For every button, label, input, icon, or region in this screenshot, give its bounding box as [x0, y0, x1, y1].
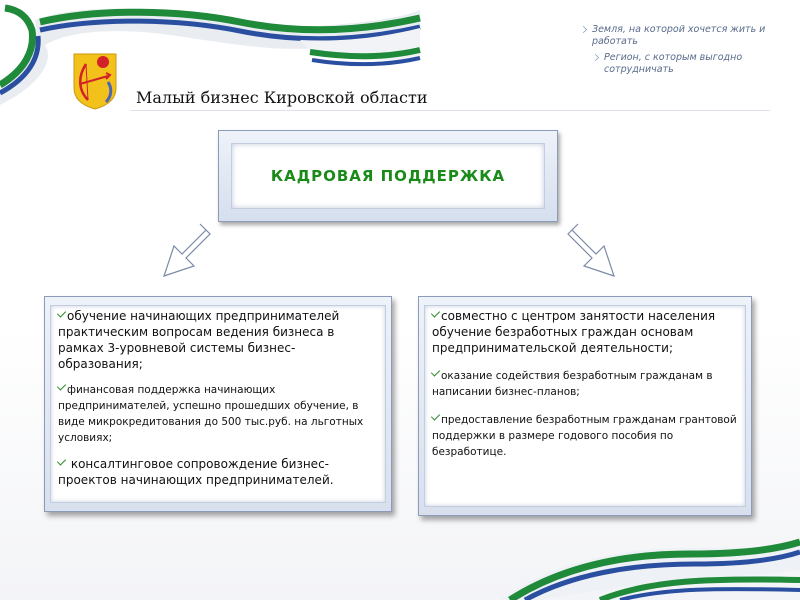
left-item-2: финансовая поддержка начинающих предпринимателей, успешно прошедших обучение, в виде микрокредитования до 500 тыс.руб. на льготных условиях; [58, 384, 364, 444]
arrow-down-left-icon [160, 218, 216, 280]
right-panel-content [424, 305, 746, 507]
heading-inner [231, 143, 545, 209]
arrow-down-right-icon [562, 220, 622, 280]
list-item [432, 308, 739, 356]
slogan-item [580, 24, 780, 48]
section-heading: КАДРОВАЯ ПОДДЕРЖКА [270, 167, 506, 185]
kirov-coat-of-arms-icon [72, 52, 118, 110]
slogan-line-2: Регион, с которым выгодно сотрудничать [604, 52, 743, 75]
list-item [58, 456, 379, 488]
checkmark-icon [57, 456, 66, 465]
checkmark-icon [57, 308, 66, 317]
right-item-3: предоставление безработным гражданам грантовой поддержки в размере годового пособия по безработице. [432, 414, 737, 458]
list-item [58, 308, 379, 372]
chevron-right-icon [592, 54, 599, 61]
list-item [432, 412, 739, 460]
slogan-block [580, 24, 780, 80]
heading-frame [218, 130, 558, 222]
left-item-3: консалтинговое сопровождение бизнес-проектов начинающих предпринимателей. [58, 457, 334, 487]
list-item [58, 382, 379, 446]
left-panel-content [50, 305, 386, 503]
left-panel [44, 296, 392, 512]
right-item-1: совместно с центром занятости населения обучение безработных граждан основам предпринимательской деятельности; [432, 309, 716, 355]
left-item-1: обучение начинающих предпринимателей практическим вопросам ведения бизнеса в рамках 3-уровневой системы бизнес-образования; [58, 309, 340, 371]
list-item [432, 368, 739, 400]
chevron-right-icon [580, 26, 587, 33]
slogan-item [592, 52, 780, 76]
slogan-line-1: Земля, на которой хочется жить и работать [592, 24, 766, 47]
checkmark-icon [431, 367, 440, 376]
header-divider [130, 110, 770, 111]
right-item-2: оказание содействия безработным гражданам в написании бизнес-планов; [432, 370, 713, 398]
checkmark-icon [431, 308, 440, 317]
right-panel [418, 296, 752, 516]
checkmark-icon [431, 411, 440, 420]
ribbon-decoration-bottom [480, 520, 800, 600]
header-title: Малый бизнес Кировской области [136, 88, 428, 107]
checkmark-icon [57, 381, 66, 390]
